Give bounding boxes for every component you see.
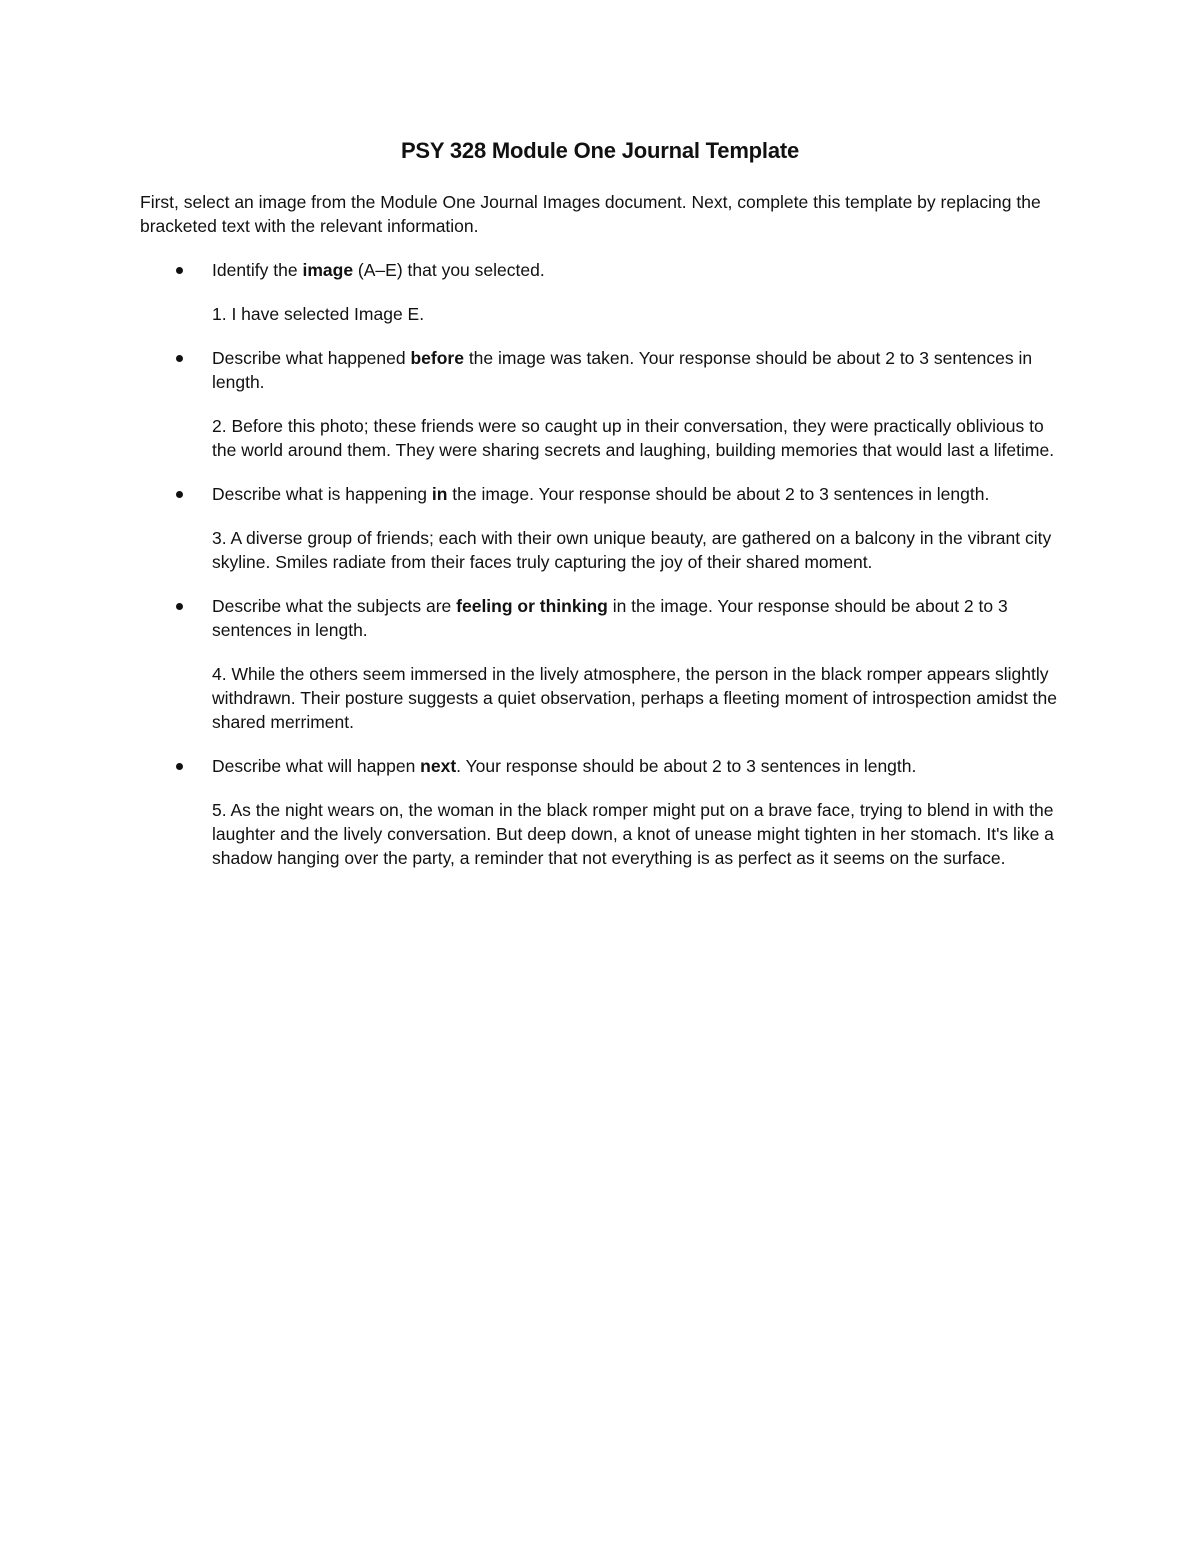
list-item	[140, 594, 1060, 734]
list-item	[140, 754, 1060, 870]
prompt-text: Describe what the subjects are	[212, 596, 457, 616]
list-item	[140, 346, 1060, 462]
prompt-text: in the image. Your response should be about 2 to 3 sentences in length.	[212, 596, 1008, 640]
prompt-text: (A–E) that you selected.	[353, 260, 545, 280]
prompt-emphasis: image	[302, 260, 354, 280]
prompt-text: the image was taken. Your response should be about 2 to 3 sentences in length.	[212, 348, 1033, 392]
list-item	[140, 258, 1060, 326]
prompt-text: the image. Your response should be about 2 to 3 sentences in length.	[447, 484, 990, 504]
prompt-emphasis: next	[420, 756, 457, 776]
question-prompt	[212, 346, 1060, 394]
prompt-text: Identify the	[212, 260, 303, 280]
bullet-icon	[176, 763, 183, 770]
answer-text: 4. While the others seem immersed in the lively atmosphere, the person in the black romper appears slightly withdrawn. Their posture suggests a quiet observation, perhaps a fleeting moment of introspection amidst the shared merriment.	[212, 664, 1058, 732]
prompt-text: Describe what is happening	[212, 484, 432, 504]
bullet-icon	[176, 355, 183, 362]
answer-text: 2. Before this photo; these friends were so caught up in their conversation, they were practically oblivious to the world around them. They were sharing secrets and laughing, building memories that would last a lifetime.	[212, 416, 1055, 460]
prompt-text: Describe what will happen	[212, 756, 421, 776]
answer-text: 1. I have selected Image E.	[212, 304, 425, 324]
answer-text: 3. A diverse group of friends; each with their own unique beauty, are gathered on a balcony in the vibrant city skyline. Smiles radiate from their faces truly capturing the joy of their shared moment.	[212, 528, 1052, 572]
answer-text: 5. As the night wears on, the woman in the black romper might put on a brave face, trying to blend in with the laughter and the lively conversation. But deep down, a knot of unease might tighten in her stomach. It's like a shadow hanging over the party, a reminder that not everything is as perfect as it seems on the surface.	[212, 800, 1054, 868]
prompt-emphasis: before	[410, 348, 464, 368]
bullet-icon	[176, 603, 183, 610]
question-prompt	[212, 482, 1060, 506]
bullet-icon	[176, 491, 183, 498]
prompt-emphasis: feeling or thinking	[456, 596, 608, 616]
question-prompt	[212, 258, 1060, 282]
document-content	[140, 136, 1060, 890]
list-item	[140, 482, 1060, 574]
intro-paragraph: First, select an image from the Module One Journal Images document. Next, complete this template by replacing the bracketed text with the relevant information.	[140, 192, 1041, 236]
page-title: PSY 328 Module One Journal Template	[400, 138, 800, 163]
prompt-text: . Your response should be about 2 to 3 sentences in length.	[456, 756, 917, 776]
bullet-icon	[176, 267, 183, 274]
question-prompt	[212, 754, 1060, 778]
prompt-emphasis: in	[431, 484, 448, 504]
prompt-text: Describe what happened	[212, 348, 411, 368]
question-prompt	[212, 594, 1060, 642]
question-list	[140, 258, 1060, 870]
